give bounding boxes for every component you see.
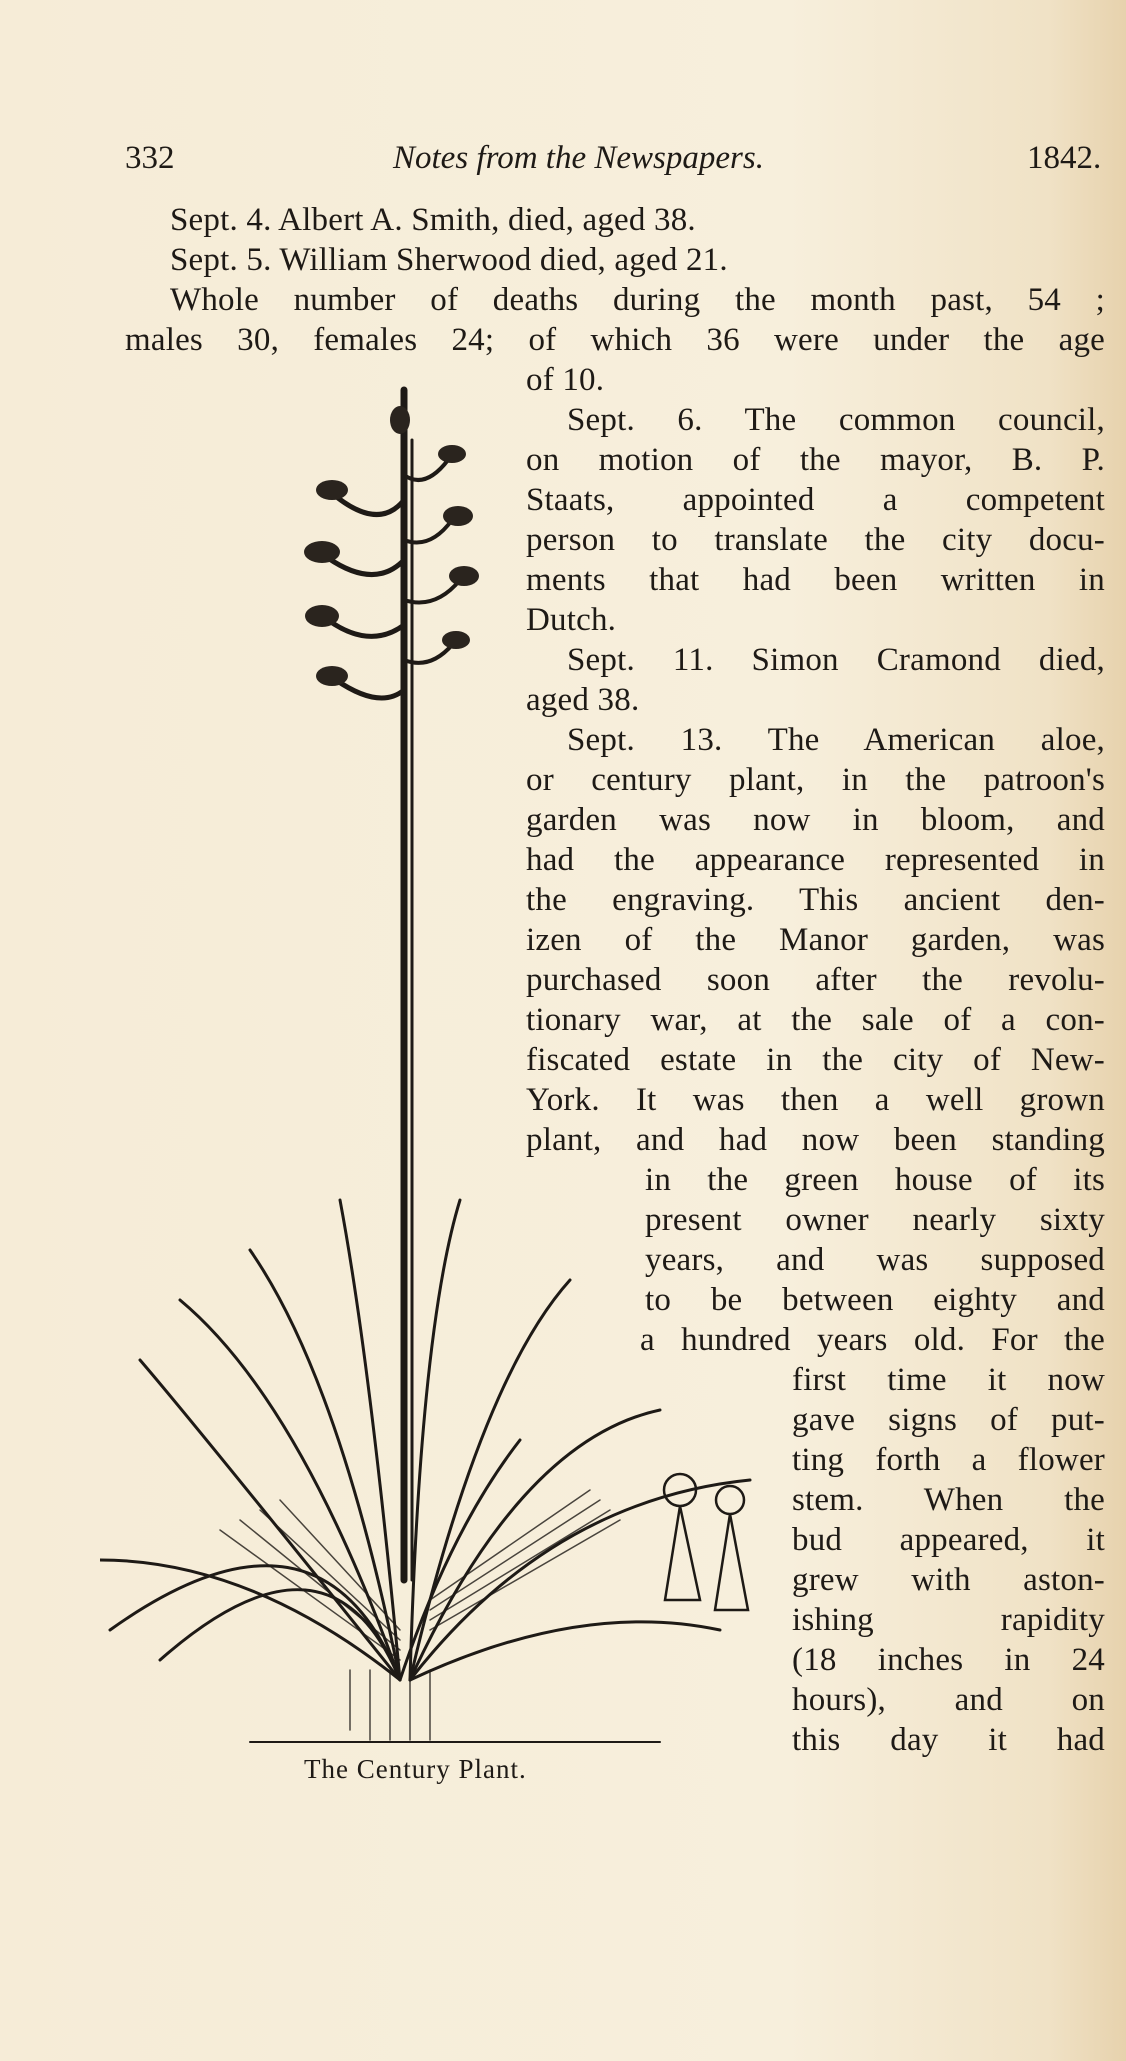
text-line: purchased soon after the revolu-	[526, 962, 1105, 998]
text-line: this day it had	[792, 1722, 1105, 1758]
header-year: 1842.	[1027, 140, 1102, 176]
text-line: hours), and on	[792, 1682, 1105, 1718]
text-line: Sept. 11. Simon Cramond died,	[567, 642, 1105, 678]
text-line: plant, and had now been standing	[526, 1122, 1105, 1158]
text-line: Sept. 5. William Sherwood died, aged 21.	[170, 242, 728, 278]
text-line: bud appeared, it	[792, 1522, 1105, 1558]
text-line: Dutch.	[526, 602, 617, 638]
text-line: ishing rapidity	[792, 1602, 1105, 1638]
text-line: (18 inches in 24	[792, 1642, 1105, 1678]
running-title: Notes from the Newspapers.	[393, 140, 764, 176]
text-line: Sept. 6. The common council,	[567, 402, 1105, 438]
page-number: 332	[125, 140, 175, 176]
text-line: first time it now	[792, 1362, 1105, 1398]
text-line: the engraving. This ancient den-	[526, 882, 1105, 918]
text-line: years, and was supposed	[645, 1242, 1105, 1278]
text-line: York. It was then a well grown	[526, 1082, 1105, 1118]
illustration-caption: The Century Plant.	[304, 1754, 527, 1784]
text-line: garden was now in bloom, and	[526, 802, 1105, 838]
text-line: ments that had been written in	[526, 562, 1105, 598]
text-line: a hundred years old. For the	[640, 1322, 1105, 1358]
text-line: Whole number of deaths during the month past, 54 ;	[170, 282, 1105, 318]
text-line: aged 38.	[526, 682, 640, 718]
text-line: Staats, appointed a competent	[526, 482, 1105, 518]
text-line: or century plant, in the patroon's	[526, 762, 1105, 798]
text-line: of 10.	[526, 362, 605, 398]
text-line: present owner nearly sixty	[645, 1202, 1105, 1238]
text-line: person to translate the city docu-	[526, 522, 1105, 558]
text-line: Sept. 4. Albert A. Smith, died, aged 38.	[170, 202, 696, 238]
text-line: to be between eighty and	[645, 1282, 1105, 1318]
text-line: Sept. 13. The American aloe,	[567, 722, 1105, 758]
text-line: tionary war, at the sale of a con-	[526, 1002, 1105, 1038]
text-line: had the appearance represented in	[526, 842, 1105, 878]
text-line: fiscated estate in the city of New-	[526, 1042, 1105, 1078]
text-line: ting forth a flower	[792, 1442, 1105, 1478]
text-line: in the green house of its	[645, 1162, 1105, 1198]
text-line: izen of the Manor garden, was	[526, 922, 1105, 958]
century-plant-engraving-icon	[100, 380, 800, 1750]
text-line: grew with aston-	[792, 1562, 1105, 1598]
text-line: stem. When the	[792, 1482, 1105, 1518]
text-line: on motion of the mayor, B. P.	[526, 442, 1105, 478]
text-line: males 30, females 24; of which 36 were under the age	[125, 322, 1105, 358]
text-line: gave signs of put-	[792, 1402, 1105, 1438]
